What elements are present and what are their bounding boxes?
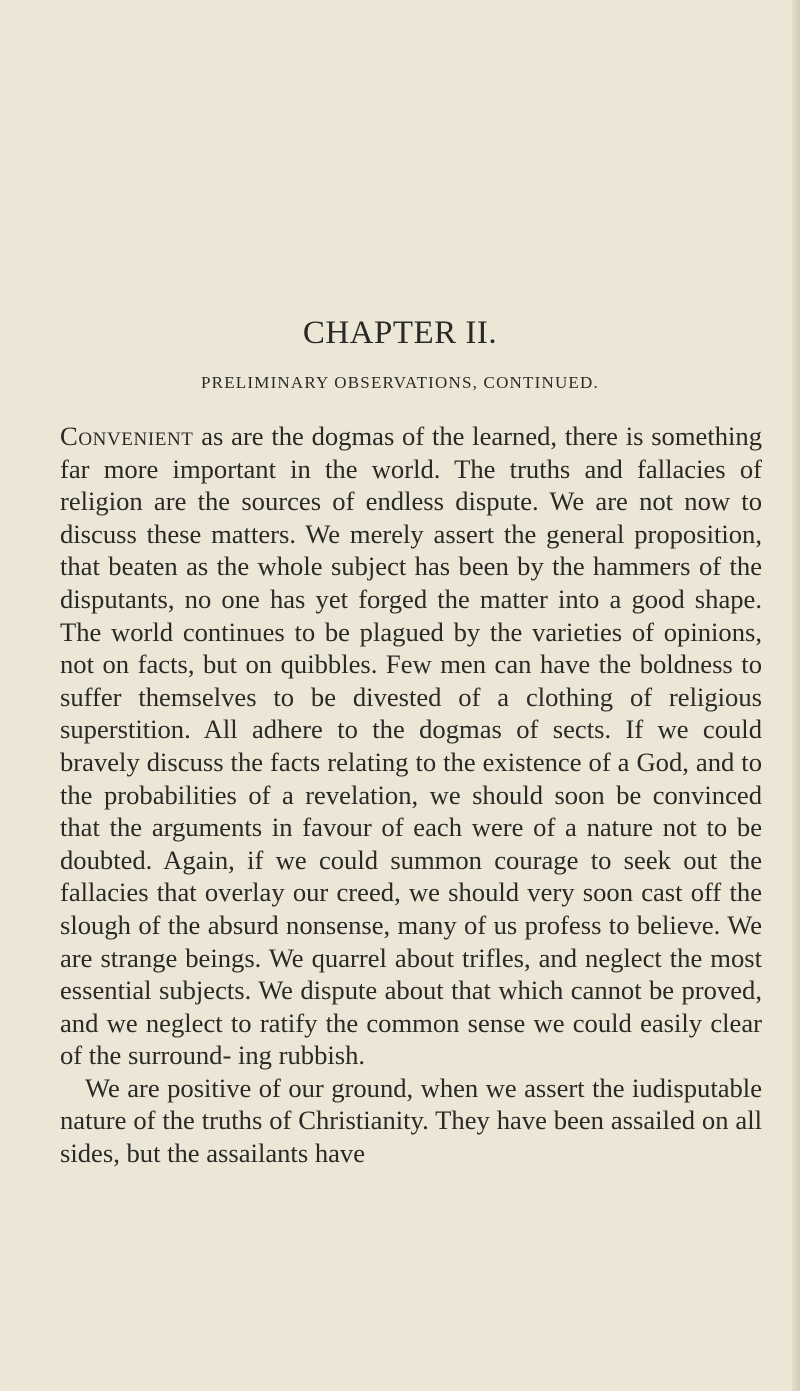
- chapter-title: CHAPTER II.: [302, 315, 498, 351]
- paragraph-1: [60, 420, 762, 1072]
- chapter-subtitle: PRELIMINARY OBSERVATIONS, CONTINUED.: [201, 373, 599, 392]
- paragraph-2: [60, 1072, 762, 1170]
- paragraph-lead-word: Convenient: [60, 421, 194, 451]
- paragraph-2-text: We are positive of our ground, when we assert the iudisputable nature of the truths of Christianity. They have been assailed on all sides, but the assailants have: [60, 1072, 762, 1169]
- body-text: [60, 420, 762, 1170]
- page-edge: [792, 0, 800, 1391]
- paragraph-1-text: as are the dogmas of the learned, there is something far more important in the world. The truths and fallacies of religion are the sources of endless dispute. We are not now to discuss these matters. We merely assert the general proposition, that beaten as the whole subject has been by the hammers of the disputants, no one has yet forged the matter into a good shape. The world continues to be plagued by the varieties of opinions, not on facts, but on quibbles. Few men can have the boldness to suffer themselves to be divested of a clothing of religious superstition. All adhere to the dogmas of sects. If we could bravely discuss the facts relating to the existence of a God, and to the probabilities of a revelation, we should soon be convinced that the arguments in favour of each were of a nature not to be doubted. Again, if we could summon courage to seek out the fallacies that overlay our creed, we should very soon cast off the slough of the absurd nonsense, many of us profess to believe. We are strange beings. We quarrel about trifles, and neglect the most essential subjects. We dispute about that which cannot be proved, and we neglect to ratify the common sense we could easily clear of the surround- ing rubbish.: [60, 421, 762, 1071]
